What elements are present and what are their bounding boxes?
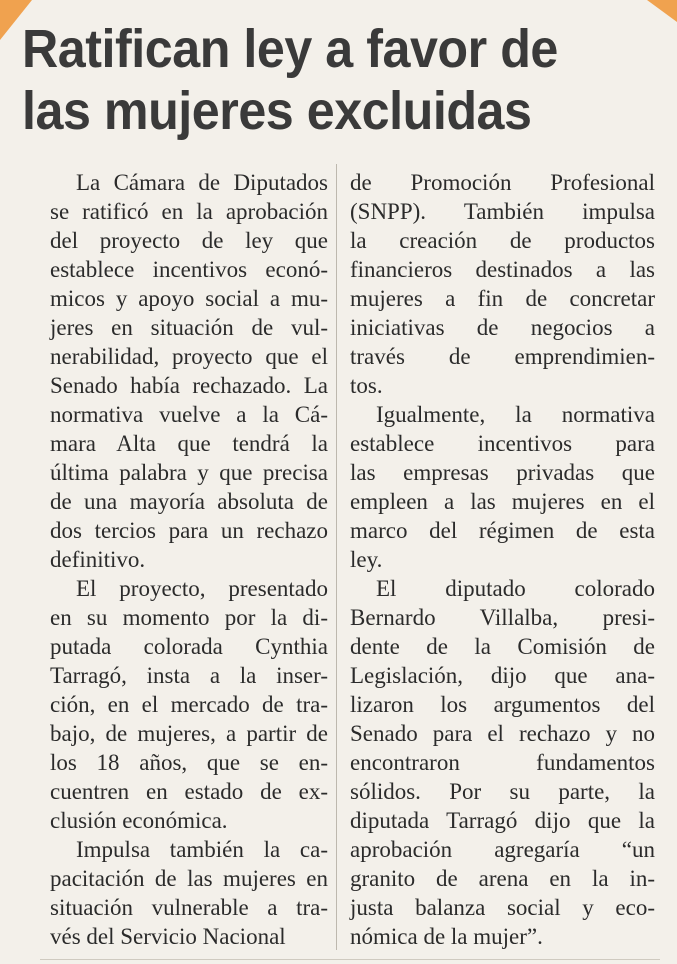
headline-line-2: las mujeres excluidas [22, 81, 532, 141]
text-line: iniciativas de negocios a [350, 315, 655, 340]
text-line: clusión económica. [50, 808, 228, 833]
text-line: Igualmente, la normativa [376, 402, 655, 427]
text-line: ley. [350, 547, 383, 572]
text-line: dente de la Comisión de [350, 634, 655, 659]
text-line: aprobación agregaría “un [350, 837, 655, 862]
headline-line-1: Ratifican ley a favor de [22, 19, 558, 79]
paragraph [50, 574, 328, 835]
text-line: de Promoción Profesional [350, 170, 655, 195]
text-line: justa balanza social y eco- [350, 895, 655, 920]
text-line: Impulsa también la ca- [76, 837, 328, 862]
text-line: cuentren en estado de ex- [50, 779, 328, 804]
text-line: dos tercios para un rechazo [50, 518, 328, 543]
text-line: diputada Tarragó dijo que la [350, 808, 655, 833]
text-line: nerabilidad, proyecto que el [50, 344, 328, 369]
paragraph [350, 400, 655, 574]
text-line: establece incentivos econó- [50, 257, 328, 282]
text-line: nómica de la mujer”. [350, 924, 543, 949]
text-line: jeres en situación de vul- [50, 315, 328, 340]
text-line: través de emprendimien- [350, 344, 655, 369]
text-line: El proyecto, presentado [76, 576, 328, 601]
text-line: del proyecto de ley que [50, 228, 328, 253]
article-column-right [350, 168, 655, 951]
text-line: normativa vuelve a la Cá- [50, 402, 328, 427]
text-line: última palabra y que precisa [50, 460, 328, 485]
text-line: ción, en el mercado de tra- [50, 692, 328, 717]
text-line: de una mayoría absoluta de [50, 489, 328, 514]
text-line: empleen a las mujeres en el [350, 489, 655, 514]
text-line: financieros destinados a las [350, 257, 655, 282]
text-line: vés del Servicio Nacional [50, 924, 286, 949]
text-line: Legislación, dijo que ana- [350, 663, 655, 688]
text-line: Tarragó, insta a la inser- [50, 663, 328, 688]
paragraph [50, 835, 328, 951]
text-line: en su momento por la di- [50, 605, 328, 630]
article-column-left [50, 168, 328, 951]
column-divider [336, 164, 337, 950]
text-line: la creación de productos [350, 228, 655, 253]
text-line: tos. [350, 373, 383, 398]
text-line: Bernardo Villalba, presi- [350, 605, 655, 630]
paragraph [350, 574, 655, 951]
text-line: Senado había rechazado. La [50, 373, 328, 398]
text-line: pacitación de las mujeres en [50, 866, 328, 891]
text-line: El diputado colorado [376, 576, 655, 601]
text-line: Senado para el rechazo y no [350, 721, 655, 746]
text-line: La Cámara de Diputados [76, 170, 328, 195]
text-line: mara Alta que tendrá la [50, 431, 328, 456]
text-line: sólidos. Por su parte, la [350, 779, 655, 804]
text-line: micos y apoyo social a mu- [50, 286, 328, 311]
paragraph [350, 168, 655, 400]
text-line: putada colorada Cynthia [50, 634, 328, 659]
paragraph [50, 168, 328, 574]
text-line: definitivo. [50, 547, 146, 572]
headline [22, 18, 617, 142]
text-line: situación vulnerable a tra- [50, 895, 328, 920]
text-line: se ratificó en la aprobación [50, 199, 328, 224]
corner-decoration-right [647, 0, 677, 22]
text-line: mujeres a fin de concretar [350, 286, 655, 311]
text-line: bajo, de mujeres, a partir de [50, 721, 328, 746]
text-line: marco del régimen de esta [350, 518, 655, 543]
text-line: lizaron los argumentos del [350, 692, 655, 717]
text-line: granito de arena en la in- [350, 866, 655, 891]
text-line: establece incentivos para [350, 431, 655, 456]
text-line: los 18 años, que se en- [50, 750, 328, 775]
bottom-rule [40, 959, 660, 960]
text-line: las empresas privadas que [350, 460, 655, 485]
text-line: (SNPP). También impulsa [350, 199, 655, 224]
text-line: encontraron fundamentos [350, 750, 655, 775]
